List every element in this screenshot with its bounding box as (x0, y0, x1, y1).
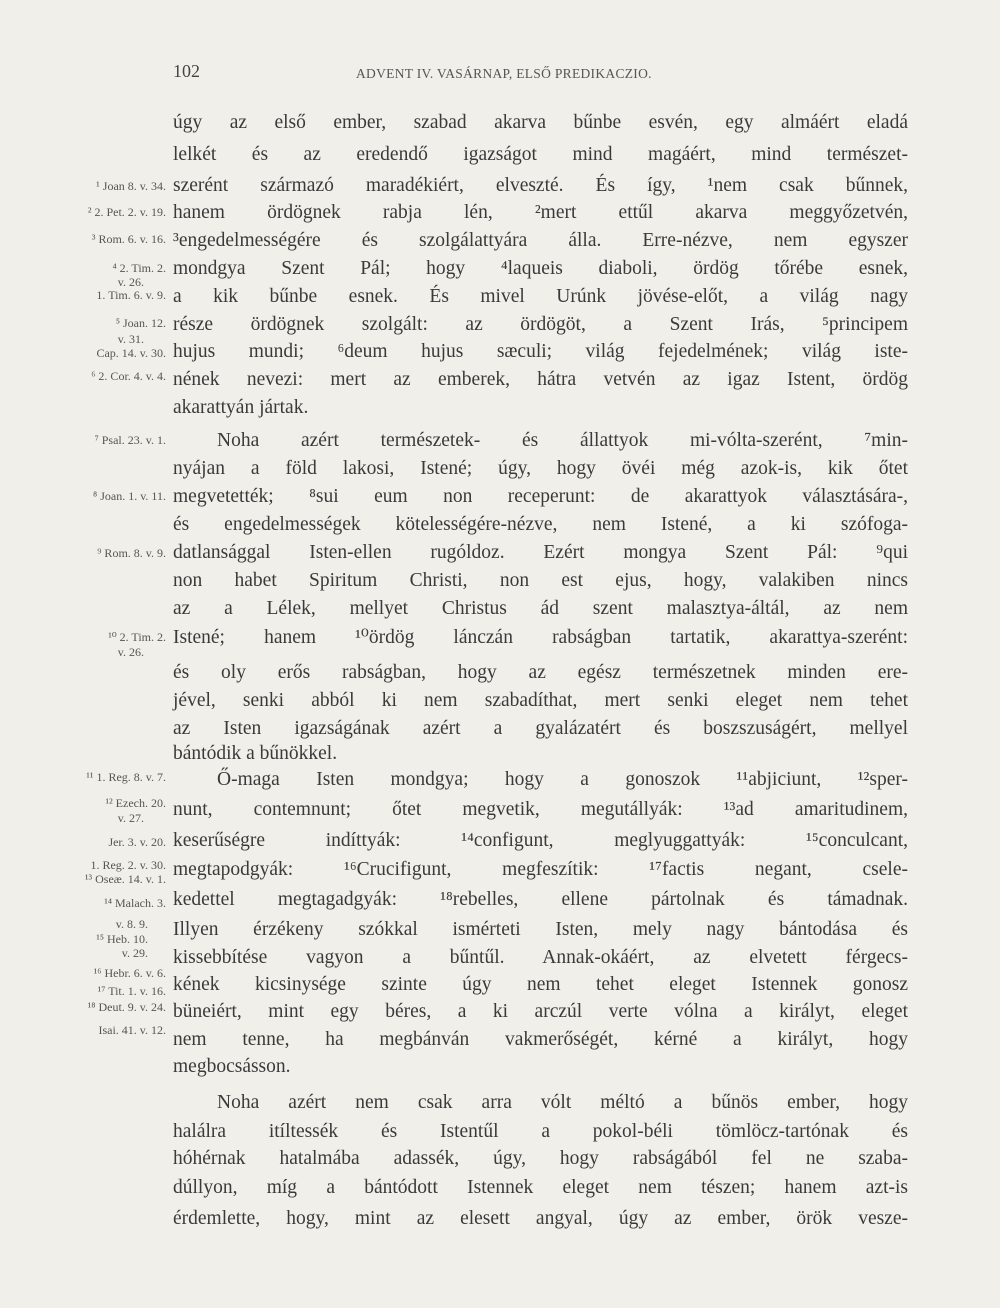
text-line: része ördögnek szolgált: az ördögöt, a Szent Irás, ⁵principem (173, 314, 908, 335)
margin-note: v. 31. (117, 332, 144, 346)
text-line: kének kicsinysége szinte úgy nem tehet eleget Istennek gonosz (173, 974, 908, 995)
text-line: megvetették; ⁸sui eum non receperunt: de akarattyok választására-, (173, 486, 908, 507)
margin-note: ¹⁴ Malach. 3. (104, 896, 166, 910)
text-line: Illyen érzékeny szókkal ismérteti Isten, mely nagy bántodása és (173, 919, 908, 940)
text-line: mondgya Szent Pál; hogy ⁴laqueis diaboli, ördög tőrébe esnek, (173, 258, 908, 279)
text-line: hóhérnak hatalmába adassék, úgy, hogy rabságából fel ne szaba- (173, 1148, 908, 1169)
text-line: büneiért, mint egy béres, a ki arczúl verte vólna a királyt, eleget (173, 1001, 908, 1022)
text-line: ³engedelmességére és szolgálattyára álla. Erre-nézve, nem egyszer (173, 230, 908, 251)
text-line: Noha azért nem csak arra vólt méltó a bűnös ember, hogy (217, 1092, 908, 1113)
text-line: halálra itíltessék és Istentűl a pokol-béli tömlöcz-tartónak és (173, 1121, 908, 1142)
text-line: kissebbítése vagyon a bűntűl. Annak-okáért, az elvetett férgecs- (173, 947, 908, 968)
text-line: nyájan a föld lakosi, Istené; úgy, hogy övéi még azok-is, kik őtet (173, 458, 908, 479)
margin-note: ¹¹ 1. Reg. 8. v. 7. (86, 770, 166, 784)
text-line: dúllyon, míg a bántódott Istennek eleget nem tészen; hanem azt-is (173, 1177, 908, 1198)
text-line: hujus mundi; ⁶deum hujus sæculi; világ fejedelmének; világ iste- (173, 341, 908, 362)
margin-note: ⁹ Rom. 8. v. 9. (97, 546, 166, 560)
margin-note: v. 26. (117, 645, 144, 659)
margin-note: ¹⁸ Deut. 9. v. 24. (87, 1000, 166, 1014)
text-line: a kik bűnbe esnek. És mivel Urúnk jövése-előt, a világ nagy (173, 286, 908, 307)
text-line: és oly erős rabságban, hogy az egész természetnek minden ere- (173, 662, 908, 683)
margin-note: Jer. 3. v. 20. (108, 835, 166, 849)
text-line: bántódik a bűnökkel. (173, 743, 338, 764)
margin-note: v. 27. (117, 811, 144, 825)
text-line: Ő-maga Isten mondgya; hogy a gonoszok ¹¹abjiciunt, ¹²sper- (217, 769, 908, 790)
margin-note: v. 8. 9. (115, 917, 148, 931)
margin-note: ¹³ Oseæ. 14. v. 1. (84, 872, 166, 886)
page-number: 102 (173, 61, 200, 81)
text-line: akarattyán jártak. (173, 397, 309, 418)
text-line: nem tenne, ha megbánván vakmerőségét, kérné a királyt, hogy (173, 1029, 908, 1050)
margin-note: ¹⁷ Tit. 1. v. 16. (97, 984, 166, 998)
margin-note: ³ Rom. 6. v. 16. (91, 232, 166, 246)
text-line: kedettel megtagadgyák: ¹⁸rebelles, ellene pártolnak és támadnak. (173, 889, 908, 910)
text-line: és engedelmességek kötelességére-nézve, nem Istené, a ki szófoga- (173, 514, 908, 535)
text-line: Noha azért természetek- és állattyok mi-vólta-szerént, ⁷min- (217, 430, 908, 451)
margin-note: 1. Reg. 2. v. 30. (90, 858, 166, 872)
margin-note: ¹⁰ 2. Tim. 2. (108, 630, 166, 644)
margin-note: ¹² Ezech. 20. (105, 796, 166, 810)
text-line: Istené; hanem ¹⁰ördög lánczán rabságban tartatik, akarattya-szerént: (173, 627, 908, 648)
text-line: megtapodgyák: ¹⁶Crucifigunt, megfeszítik: ¹⁷factis negant, csele- (173, 859, 908, 880)
text-line: szerént származó maradékiért, elveszté. És így, ¹nem csak bűnnek, (173, 175, 908, 196)
margin-note: Isai. 41. v. 12. (98, 1023, 166, 1037)
margin-notes (0, 0, 166, 1308)
text-line: úgy az első ember, szabad akarva bűnbe esvén, egy almáért eladá (173, 112, 908, 133)
text-line: keserűségre indíttyák: ¹⁴configunt, meglyuggattyák: ¹⁵conculcant, (173, 830, 908, 851)
margin-note: v. 29. (121, 946, 148, 960)
margin-note: ² 2. Pet. 2. v. 19. (87, 205, 166, 219)
text-line: nunt, contemnunt; őtet megvetik, megutállyák: ¹³ad amaritudinem, (173, 799, 908, 820)
margin-note: ⁶ 2. Cor. 4. v. 4. (91, 369, 166, 383)
text-line: jével, senki abból ki nem szabadíthat, mert senki eleget nem tehet (173, 690, 908, 711)
margin-note: ¹⁵ Heb. 10. (96, 932, 148, 946)
margin-note: ¹⁶ Hebr. 6. v. 6. (93, 966, 166, 980)
text-line: az a Lélek, mellyet Christus ád szent malasztya-áltál, az nem (173, 598, 908, 619)
margin-note: ⁸ Joan. 1. v. 11. (93, 489, 166, 503)
body-text (173, 0, 908, 1308)
text-line: non habet Spiritum Christi, non est ejus, hogy, valakiben nincs (173, 570, 908, 591)
text-line: hanem ördögnek rabja lén, ²mert ettűl akarva meggyőzetvén, (173, 202, 908, 223)
text-line: érdemlette, hogy, mint az elesett angyal, úgy az ember, örök vesze- (173, 1208, 908, 1229)
margin-note: ⁷ Psal. 23. v. 1. (94, 433, 166, 447)
text-line: lelkét és az eredendő igazságot mind magáért, mind természet- (173, 144, 908, 165)
margin-note: ⁵ Joan. 12. (115, 316, 166, 330)
running-title: ADVENT IV. VASÁRNAP, ELSŐ PREDIKACZIO. (356, 66, 652, 81)
text-line: datlansággal Isten-ellen rugóldoz. Ezért mongya Szent Pál: ⁹qui (173, 542, 908, 563)
margin-note: v. 26. (117, 275, 144, 289)
margin-note: Cap. 14. v. 30. (96, 346, 166, 360)
margin-note: ¹ Joan 8. v. 34. (96, 179, 166, 193)
margin-note: 1. Tim. 6. v. 9. (96, 288, 166, 302)
margin-note: ⁴ 2. Tim. 2. (112, 261, 166, 275)
text-line: megbocsásson. (173, 1056, 291, 1077)
text-line: az Isten igazságának azért a gyalázatért és boszszuságért, mellyel (173, 718, 908, 739)
text-line: nének nevezi: mert az emberek, hátra vetvén az igaz Istent, ördög (173, 369, 908, 390)
